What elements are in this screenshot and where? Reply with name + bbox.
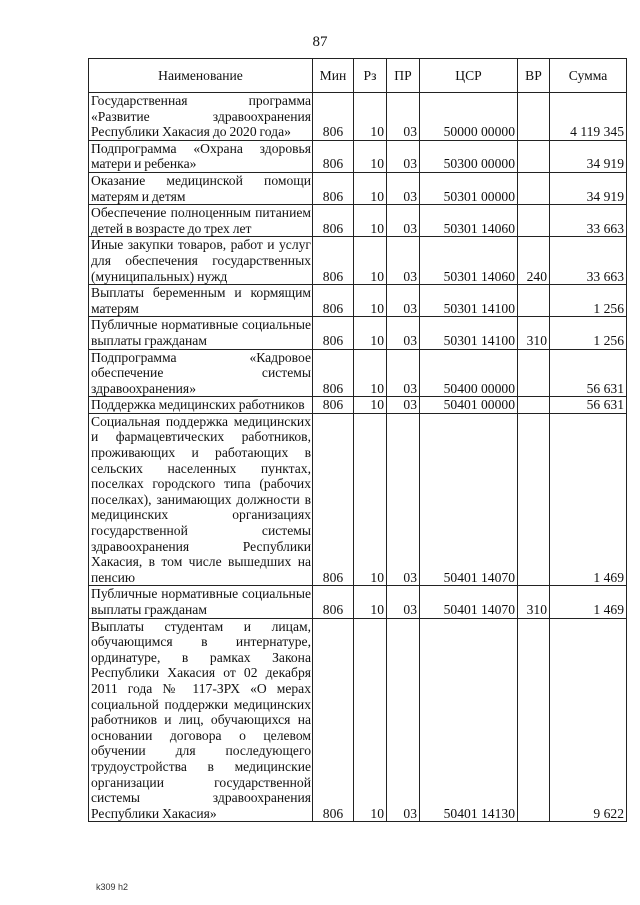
row-name: Социальная поддержка медицинских и фармацевтических работников, проживающих и работающих в сельских населенных пунктах, поселках городского типа (рабочих поселках), занимающих должности в медицинских организациях государственной системы здравоохранения Республики Хакасия, в том числе вышедших на пенсию	[89, 413, 313, 586]
row-name: Подпрограмма «Кадровое обеспечение системы здравоохранения»	[89, 349, 313, 397]
row-rz: 10	[354, 172, 387, 204]
table-row	[89, 618, 627, 822]
row-pr: 03	[387, 172, 420, 204]
row-rz: 10	[354, 237, 387, 285]
row-name: Государственная программа «Развитие здравоохранения Республики Хакасия до 2020 года»	[89, 93, 313, 141]
row-pr: 03	[387, 586, 420, 618]
row-min: 806	[313, 285, 354, 317]
row-csr: 50401 14070	[420, 413, 518, 586]
row-vr	[518, 205, 550, 237]
row-name: Выплаты студентам и лицам, обучающимся в интернатуре, ординатуре, в рамках Закона Республики Хакасия от 02 декабря 2011 года № 117-ЗРХ «О мерах социальной поддержки медицинских работников и лиц, обучающихся на основании договора о целевом обучении для последующего трудоустройства в медицинские организации государственной системы здравоохранения Республики Хакасия»	[89, 618, 313, 822]
row-csr: 50301 14100	[420, 317, 518, 349]
row-csr: 50301 14060	[420, 237, 518, 285]
table-row	[89, 413, 627, 586]
row-min: 806	[313, 172, 354, 204]
row-pr: 03	[387, 140, 420, 172]
row-pr: 03	[387, 349, 420, 397]
row-vr	[518, 140, 550, 172]
budget-table	[88, 58, 627, 822]
row-sum: 56 631	[550, 349, 627, 397]
header-sum: Сумма	[550, 59, 627, 93]
row-rz: 10	[354, 285, 387, 317]
table-row	[89, 205, 627, 237]
row-rz: 10	[354, 205, 387, 237]
row-sum: 1 469	[550, 586, 627, 618]
row-name: Публичные нормативные социальные выплаты гражданам	[89, 586, 313, 618]
row-csr: 50301 14060	[420, 205, 518, 237]
row-csr: 50401 14130	[420, 618, 518, 822]
row-sum: 33 663	[550, 237, 627, 285]
row-name: Подпрограмма «Охрана здоровья матери и ребенка»	[89, 140, 313, 172]
header-name: Наименование	[89, 59, 313, 93]
row-csr: 50301 00000	[420, 172, 518, 204]
row-min: 806	[313, 140, 354, 172]
table-header-row	[89, 59, 627, 93]
row-csr: 50401 14070	[420, 586, 518, 618]
row-min: 806	[313, 317, 354, 349]
row-name: Обеспечение полноценным питанием детей в возрасте до трех лет	[89, 205, 313, 237]
row-min: 806	[313, 237, 354, 285]
row-rz: 10	[354, 586, 387, 618]
page-number: 87	[312, 34, 328, 50]
table-row	[89, 172, 627, 204]
row-sum: 1 469	[550, 413, 627, 586]
row-rz: 10	[354, 618, 387, 822]
row-sum: 1 256	[550, 285, 627, 317]
row-name: Выплаты беременным и кормящим матерям	[89, 285, 313, 317]
row-sum: 34 919	[550, 172, 627, 204]
row-name: Иные закупки товаров, работ и услуг для обеспечения государственных (муниципальных) нужд	[89, 237, 313, 285]
row-vr: 310	[518, 317, 550, 349]
row-sum: 34 919	[550, 140, 627, 172]
row-vr	[518, 397, 550, 414]
header-csr: ЦСР	[420, 59, 518, 93]
row-vr	[518, 93, 550, 141]
row-pr: 03	[387, 205, 420, 237]
row-pr: 03	[387, 397, 420, 414]
row-min: 806	[313, 586, 354, 618]
row-vr: 240	[518, 237, 550, 285]
footer-code: k309 h2	[96, 882, 129, 892]
row-sum: 1 256	[550, 317, 627, 349]
row-rz: 10	[354, 397, 387, 414]
header-vr: ВР	[518, 59, 550, 93]
table-row	[89, 93, 627, 141]
row-min: 806	[313, 205, 354, 237]
table-row	[89, 586, 627, 618]
row-rz: 10	[354, 317, 387, 349]
row-rz: 10	[354, 413, 387, 586]
row-vr	[518, 349, 550, 397]
row-vr: 310	[518, 586, 550, 618]
table-row	[89, 349, 627, 397]
row-min: 806	[313, 397, 354, 414]
row-name: Поддержка медицинских работников	[89, 397, 313, 414]
row-pr: 03	[387, 285, 420, 317]
row-csr: 50400 00000	[420, 349, 518, 397]
header-rz: Рз	[354, 59, 387, 93]
table-row	[89, 397, 627, 414]
header-min: Мин	[313, 59, 354, 93]
row-csr: 50300 00000	[420, 140, 518, 172]
table-row	[89, 140, 627, 172]
table-row	[89, 317, 627, 349]
row-rz: 10	[354, 140, 387, 172]
row-min: 806	[313, 413, 354, 586]
table-row	[89, 285, 627, 317]
row-pr: 03	[387, 317, 420, 349]
row-min: 806	[313, 349, 354, 397]
row-rz: 10	[354, 349, 387, 397]
header-pr: ПР	[387, 59, 420, 93]
table-row	[89, 237, 627, 285]
row-sum: 33 663	[550, 205, 627, 237]
row-sum: 9 622	[550, 618, 627, 822]
row-name: Оказание медицинской помощи матерям и детям	[89, 172, 313, 204]
row-pr: 03	[387, 413, 420, 586]
row-rz: 10	[354, 93, 387, 141]
row-csr: 50000 00000	[420, 93, 518, 141]
row-vr	[518, 172, 550, 204]
row-pr: 03	[387, 618, 420, 822]
row-vr	[518, 413, 550, 586]
row-pr: 03	[387, 93, 420, 141]
row-min: 806	[313, 618, 354, 822]
row-csr: 50401 00000	[420, 397, 518, 414]
row-csr: 50301 14100	[420, 285, 518, 317]
row-sum: 56 631	[550, 397, 627, 414]
row-vr	[518, 618, 550, 822]
row-pr: 03	[387, 237, 420, 285]
row-vr	[518, 285, 550, 317]
row-min: 806	[313, 93, 354, 141]
row-name: Публичные нормативные социальные выплаты гражданам	[89, 317, 313, 349]
row-sum: 4 119 345	[550, 93, 627, 141]
